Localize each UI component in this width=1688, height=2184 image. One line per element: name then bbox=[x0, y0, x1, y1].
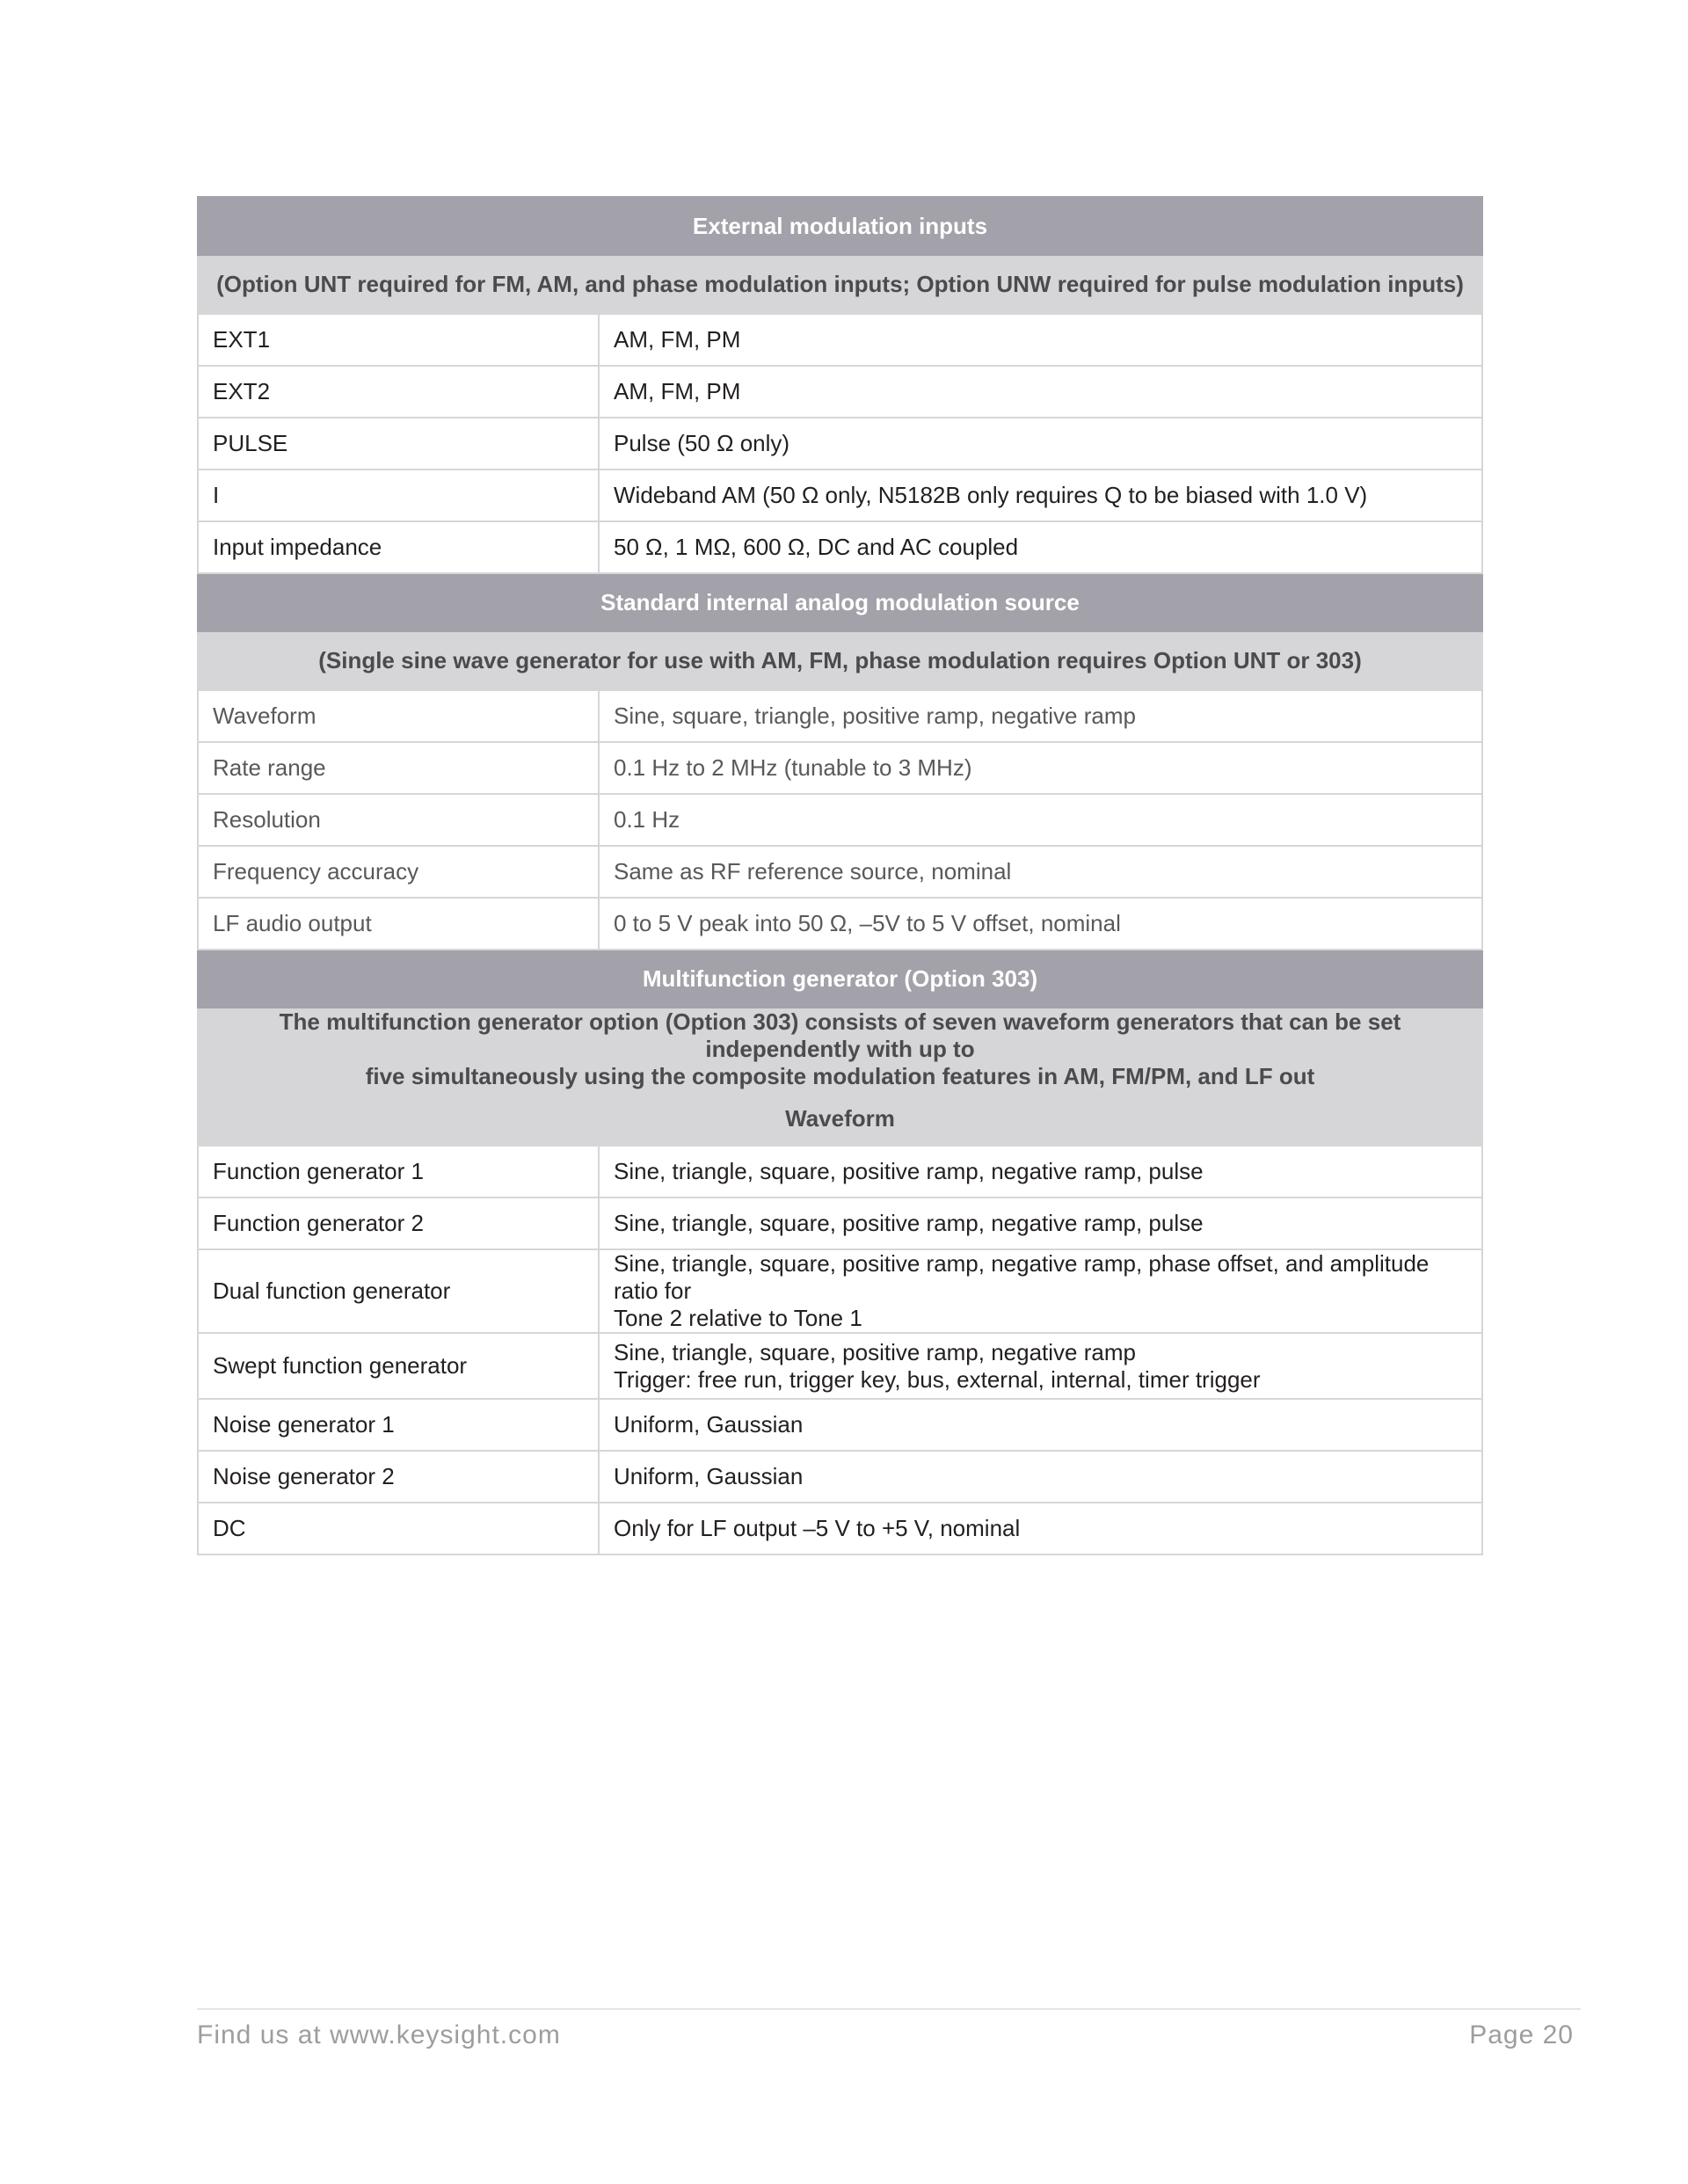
row-value: Wideband AM (50 Ω only, N5182B only requires Q to be biased with 1.0 V) bbox=[599, 470, 1482, 521]
table-row bbox=[198, 1249, 1482, 1333]
row-label: Frequency accuracy bbox=[198, 846, 599, 898]
table-row bbox=[198, 418, 1482, 470]
table-row bbox=[198, 690, 1482, 742]
row-value: Only for LF output –5 V to +5 V, nominal bbox=[599, 1503, 1482, 1554]
row-label: Noise generator 1 bbox=[198, 1399, 599, 1451]
section-note-internal bbox=[198, 631, 1482, 690]
row-label: I bbox=[198, 470, 599, 521]
section-title: Standard internal analog modulation source bbox=[198, 573, 1482, 631]
section-note-line: The multifunction generator option (Option 303) consists of seven waveform generators that can be set independently with up to bbox=[279, 1008, 1401, 1062]
footer-website: Find us at www.keysight.com bbox=[197, 2020, 561, 2049]
table-row bbox=[198, 521, 1482, 573]
row-label: EXT1 bbox=[198, 314, 599, 366]
section-subheading: Waveform bbox=[198, 1091, 1482, 1146]
section-note-external bbox=[198, 255, 1482, 314]
row-value: Pulse (50 Ω only) bbox=[599, 418, 1482, 470]
section-note-line: five simultaneously using the composite modulation features in AM, FM/PM, and LF out bbox=[365, 1063, 1315, 1089]
row-label: Dual function generator bbox=[198, 1249, 599, 1333]
table-row bbox=[198, 846, 1482, 898]
section-title: Multifunction generator (Option 303) bbox=[198, 950, 1482, 1008]
section-note: (Single sine wave generator for use with AM, FM, phase modulation requires Option UNT or 303) bbox=[198, 631, 1482, 690]
table-row bbox=[198, 898, 1482, 950]
row-value: 0.1 Hz to 2 MHz (tunable to 3 MHz) bbox=[599, 742, 1482, 794]
section-note: (Option UNT required for FM, AM, and phase modulation inputs; Option UNW required for pulse modulation inputs) bbox=[198, 255, 1482, 314]
row-value: Same as RF reference source, nominal bbox=[599, 846, 1482, 898]
section-note-multifunction bbox=[198, 1008, 1482, 1091]
table-row bbox=[198, 470, 1482, 521]
row-label: Resolution bbox=[198, 794, 599, 846]
row-value: AM, FM, PM bbox=[599, 366, 1482, 418]
row-label: EXT2 bbox=[198, 366, 599, 418]
specifications-table bbox=[197, 196, 1483, 1555]
table-row bbox=[198, 314, 1482, 366]
row-label: DC bbox=[198, 1503, 599, 1554]
section-title: External modulation inputs bbox=[198, 197, 1482, 255]
row-value-line: Sine, triangle, square, positive ramp, negative ramp, phase offset, and amplitude ratio for bbox=[614, 1250, 1430, 1304]
row-value-line: Sine, triangle, square, positive ramp, negative ramp bbox=[614, 1338, 1136, 1365]
table-row bbox=[198, 366, 1482, 418]
table-row bbox=[198, 794, 1482, 846]
row-value bbox=[599, 1333, 1482, 1399]
row-value: Uniform, Gaussian bbox=[599, 1451, 1482, 1503]
table-row bbox=[198, 1451, 1482, 1503]
row-label: Rate range bbox=[198, 742, 599, 794]
row-label: PULSE bbox=[198, 418, 599, 470]
table-row bbox=[198, 742, 1482, 794]
table-row bbox=[198, 1146, 1482, 1198]
row-value: 50 Ω, 1 MΩ, 600 Ω, DC and AC coupled bbox=[599, 521, 1482, 573]
section-note bbox=[198, 1008, 1482, 1091]
page-number: Page 20 bbox=[1469, 2020, 1574, 2049]
row-label: Waveform bbox=[198, 690, 599, 742]
row-value-line: Trigger: free run, trigger key, bus, external, internal, timer trigger bbox=[614, 1365, 1261, 1393]
section-header-internal bbox=[198, 573, 1482, 631]
row-label: LF audio output bbox=[198, 898, 599, 950]
row-label: Function generator 2 bbox=[198, 1198, 599, 1249]
row-value: Sine, square, triangle, positive ramp, negative ramp bbox=[599, 690, 1482, 742]
row-value-line: Tone 2 relative to Tone 1 bbox=[614, 1305, 862, 1331]
row-label: Function generator 1 bbox=[198, 1146, 599, 1198]
row-value bbox=[599, 1249, 1482, 1333]
row-label: Swept function generator bbox=[198, 1333, 599, 1399]
row-value: Sine, triangle, square, positive ramp, negative ramp, pulse bbox=[599, 1198, 1482, 1249]
section-subheading-waveform bbox=[198, 1091, 1482, 1146]
row-value: AM, FM, PM bbox=[599, 314, 1482, 366]
row-value: 0.1 Hz bbox=[599, 794, 1482, 846]
table-row bbox=[198, 1333, 1482, 1399]
table-row bbox=[198, 1198, 1482, 1249]
row-value: 0 to 5 V peak into 50 Ω, –5V to 5 V offset, nominal bbox=[599, 898, 1482, 950]
section-header-external bbox=[198, 197, 1482, 255]
row-value: Sine, triangle, square, positive ramp, negative ramp, pulse bbox=[599, 1146, 1482, 1198]
table-row bbox=[198, 1399, 1482, 1451]
row-value: Uniform, Gaussian bbox=[599, 1399, 1482, 1451]
section-header-multifunction bbox=[198, 950, 1482, 1008]
footer-divider bbox=[197, 2008, 1581, 2010]
table-row bbox=[198, 1503, 1482, 1554]
row-label: Noise generator 2 bbox=[198, 1451, 599, 1503]
row-label: Input impedance bbox=[198, 521, 599, 573]
